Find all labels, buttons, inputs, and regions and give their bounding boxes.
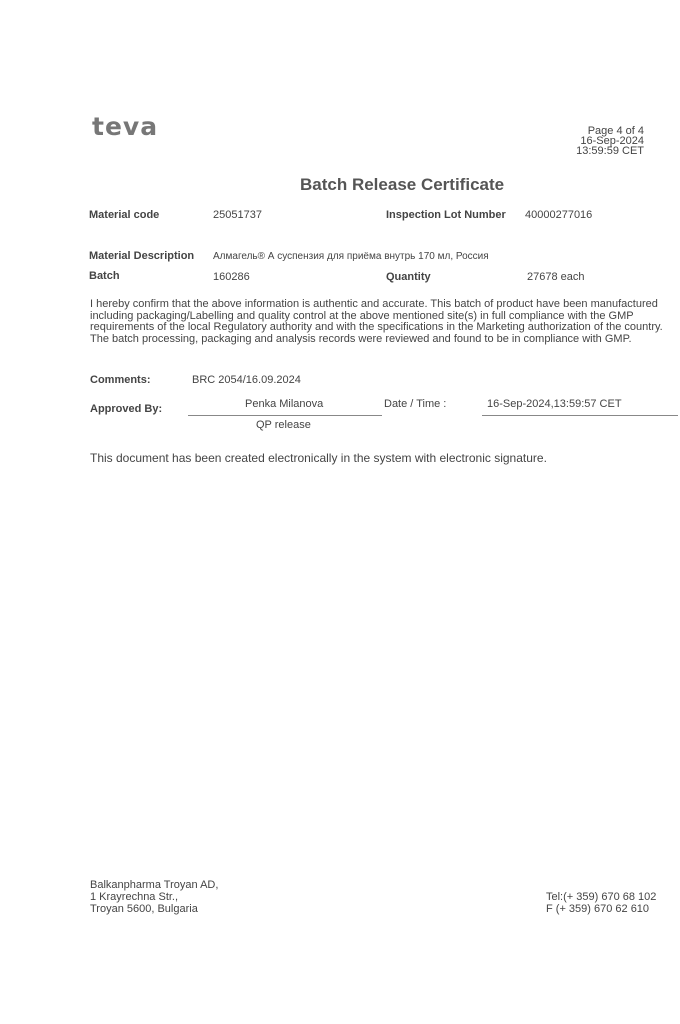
inspection-lot-value: 40000277016 [525,209,593,221]
material-code-label: Material code [89,209,160,221]
address-line: Balkanpharma Troyan AD, [90,879,219,891]
comments-label: Comments: [90,374,151,386]
datetime-label: Date / Time : [384,398,447,410]
page-number: Page 4 of 4 [587,125,644,137]
quantity-label: Quantity [386,271,431,283]
print-time: 13:59:59 CET [576,145,644,157]
page-info [576,126,644,156]
approver-name: Penka Milanova [245,398,324,410]
page-title: Batch Release Certificate [300,175,505,194]
address-line: Troyan 5600, Bulgaria [90,903,198,915]
company-address [90,879,218,915]
signature-line [188,415,382,416]
datetime-line [482,415,678,416]
print-date: 16-Sep-2024 [580,135,644,147]
material-code-value: 25051737 [213,209,262,221]
batch-label: Batch [89,270,120,282]
approval-datetime: 16-Sep-2024,13:59:57 CET [487,398,622,410]
address-line: 1 Krayrechna Str., [90,891,179,903]
compliance-statement: I hereby confirm that the above information is authentic and accurate. This batch of product have been manufactured including packaging/Labelling and quality control at the above mentioned site(s) in full compliance with the GMP requirements of the local Regulatory authority and with the specifications in the Marketing authorization of the country. The batch processing, packaging and analysis records were reviewed and found to be in compliance with GMP. [90,298,663,345]
batch-value: 160286 [213,271,250,283]
electronic-signature-note: This document has been created electronically in the system with electronic signature. [90,451,547,465]
quantity-value: 27678 each [527,271,585,283]
teva-logo: teva [92,112,159,141]
material-description-value: Алмагель® А суспензия для приёма внутрь 170 мл, Россия [213,251,489,262]
approver-role: QP release [256,419,311,431]
material-description-label: Material Description [89,250,195,262]
inspection-lot-label: Inspection Lot Number [386,209,506,221]
fax: F (+ 359) 670 62 610 [546,903,650,915]
telephone: Tel:(+ 359) 670 68 102 [546,891,657,903]
contact-info [546,891,656,915]
comments-value: BRC 2054/16.09.2024 [192,374,301,386]
approved-by-label: Approved By: [90,403,163,415]
